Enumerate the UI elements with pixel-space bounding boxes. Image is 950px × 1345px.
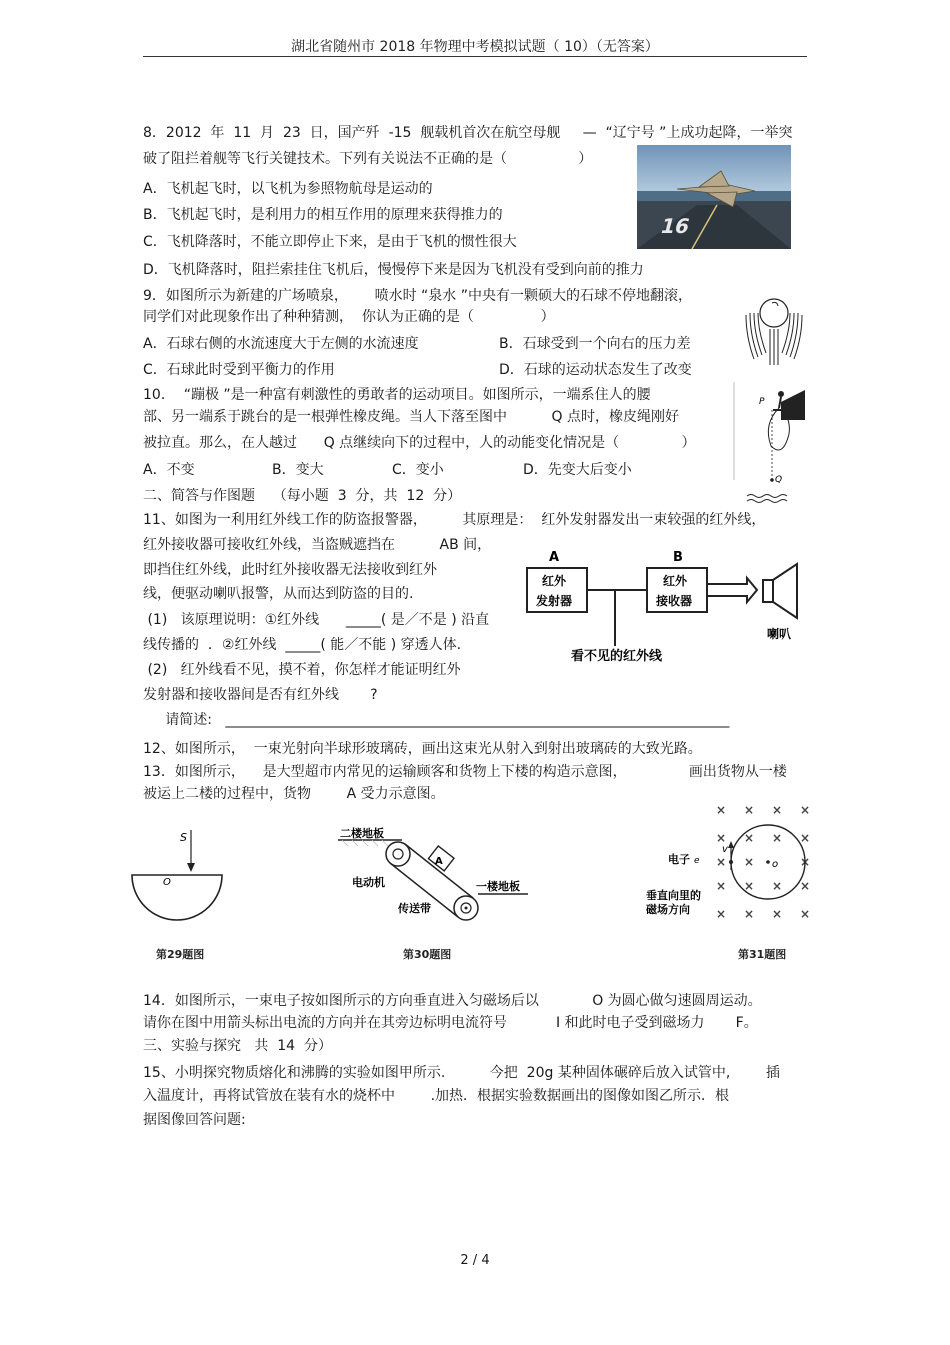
section-3-heading: 三、实验与探究 共 14 分） xyxy=(143,1038,332,1054)
q8-line2: 破了阻拦着舰等飞行关键技术。下列有关说法不正确的是（ ） xyxy=(143,151,593,167)
q8-carrier-photo xyxy=(637,145,791,249)
q11-line7: (2) 红外线看不见，摸不着，你怎样才能证明红外 xyxy=(143,662,461,678)
q11-line6: 线传播的 ．②红外线 _____( 能／不能 ) 穿透人体. xyxy=(143,637,462,653)
svg-text:×: × xyxy=(800,855,811,869)
q11-line8: 发射器和接收器间是否有红外线 ? xyxy=(143,687,378,703)
receiver-label-1: 红外 xyxy=(663,574,688,588)
q9-option-d: D．石球的运动状态发生了改变 xyxy=(499,362,692,378)
q14-line1: 14．如图所示，一束电子按如图所示的方向垂直进入匀磁场后以 O 为圆心做匀速圆周运动。 xyxy=(143,993,762,1009)
svg-text:×: × xyxy=(800,831,811,845)
svg-text:×: × xyxy=(744,907,755,921)
fig30-conveyor xyxy=(338,824,533,924)
q8-line1: 8．2012 年 11 月 23 日，国产歼 -15 舰载机首次在航空母舰 — “辽宁号 ”上成功起降，一举突 xyxy=(143,125,793,141)
invisible-ray-label: 看不见的红外线 xyxy=(571,649,663,664)
label-a: A xyxy=(549,550,560,565)
q11-line1: 11、如图为一利用红外线工作的防盗报警器， 其原理是： 红外发射器发出一束较强的红外线， xyxy=(143,512,766,528)
q13-line1: 13．如图所示， 是大型超市内常见的运输顾客和货物上下楼的构造示意图， 画出货物从一楼 xyxy=(143,764,787,780)
q10-line3: 被拉直。那么，在人越过 Q 点继续向下的过程中，人的动能变化情况是（ ） xyxy=(143,435,696,451)
point-q: Q xyxy=(775,475,783,485)
floor1-label: 一楼地板 xyxy=(476,880,520,893)
speaker-label: 喇叭 xyxy=(767,627,792,641)
q11-line4: 线，便驱动喇叭报警，从而达到防盗的目的. xyxy=(143,586,414,602)
q9-option-c: C．石球此时受到平衡力的作用 xyxy=(143,362,335,378)
svg-text:×: × xyxy=(716,803,727,817)
svg-text:×: × xyxy=(744,803,755,817)
receiver-label-2: 接收器 xyxy=(656,594,693,608)
svg-text:×: × xyxy=(800,907,811,921)
emitter-label-2: 发射器 xyxy=(536,594,573,608)
q15-line2: 入温度计，再将试管放在装有水的烧杯中 .加热．根据实验数据画出的图像如图乙所示．根 xyxy=(143,1088,730,1104)
fig31-caption: 第31题图 xyxy=(738,948,787,961)
svg-text:×: × xyxy=(772,879,783,893)
svg-text:×: × xyxy=(716,907,727,921)
q10-option-d: D．先变大后变小 xyxy=(523,462,632,478)
q14-line2: 请你在图中用箭头标出电流的方向并在其旁边标明电流符号 I 和此时电子受到磁场力 F。 xyxy=(143,1015,758,1031)
q8-option-c: C．飞机降落时，不能立即停止下来，是由于飞机的惯性很大 xyxy=(143,234,517,250)
q10-option-b: B．变大 xyxy=(272,462,324,478)
center-o-label: o xyxy=(772,859,779,870)
electron-label: 电子 xyxy=(668,853,690,866)
q11-line9: 请简述: ________________________________________________________________________ xyxy=(143,712,730,728)
belt-label: 传送带 xyxy=(398,902,431,915)
q15-line3: 据图像回答问题: xyxy=(143,1112,246,1128)
fig29-caption: 第29题图 xyxy=(156,948,205,961)
motor-label: 电动机 xyxy=(352,876,385,889)
q9-option-b: B．石球受到一个向右的压力差 xyxy=(499,336,691,352)
field-label-2: 磁场方向 xyxy=(646,903,690,916)
q10-option-c: C．变小 xyxy=(392,462,444,478)
fig30-caption: 第30题图 xyxy=(403,948,452,961)
q9-fountain-figure xyxy=(744,293,804,373)
q10-option-a: A．不变 xyxy=(143,462,195,478)
deck-number: 16 xyxy=(658,214,693,238)
svg-text:×: × xyxy=(716,879,727,893)
point-p: P xyxy=(759,397,765,407)
svg-text:×: × xyxy=(744,879,755,893)
svg-text:×: × xyxy=(716,855,727,869)
label-b: B xyxy=(673,550,683,565)
page-number: 2 / 4 xyxy=(460,1253,490,1268)
q11-line5: (1) 该原理说明：①红外线 _____( 是／不是 ) 沿直 xyxy=(143,612,490,628)
q10-line1: 10． “蹦极 ”是一种富有刺激性的勇敢者的运动项目。如图所示，一端系住人的腰 xyxy=(143,387,651,403)
ray-s-label: S xyxy=(180,831,187,844)
q8-option-d: D．飞机降落时，阻拦索挂住飞机后，慢慢停下来是因为飞机没有受到向前的推力 xyxy=(143,262,644,278)
velocity-v-label: v xyxy=(722,844,728,855)
svg-text:×: × xyxy=(800,803,811,817)
svg-text:×: × xyxy=(772,831,783,845)
q11-line3: 即挡住红外线，此时红外接收器无法接收到红外 xyxy=(143,562,437,578)
svg-text:×: × xyxy=(772,803,783,817)
svg-text:×: × xyxy=(800,879,811,893)
q15-line1: 15、小明探究物质熔化和沸腾的实验如图甲所示. 今把 20g 某种固体碾碎后放入试管中, 插 xyxy=(143,1065,780,1081)
svg-text:×: × xyxy=(744,831,755,845)
q10-bungee-figure xyxy=(733,380,808,505)
box-a-label: A xyxy=(435,856,443,867)
field-label-1: 垂直向里的 xyxy=(646,889,701,902)
q10-line2: 部、另一端系于跳台的是一根弹性橡皮绳。当人下落至图中 Q 点时，橡皮绳刚好 xyxy=(143,409,679,425)
svg-text:×: × xyxy=(772,907,783,921)
fig29-hemisphere xyxy=(128,825,228,925)
q9-option-a: A．石球右侧的水流速度大于左侧的水流速度 xyxy=(143,336,419,352)
fig31-magnetic-field xyxy=(640,800,820,925)
q11-line2: 红外接收器可接收红外线，当盗贼遮挡在 AB 间， xyxy=(143,537,492,553)
header-rule xyxy=(143,56,807,57)
q11-alarm-diagram xyxy=(525,546,810,671)
floor2-label: 二楼地板 xyxy=(340,827,384,840)
q8-option-a: A．飞机起飞时，以飞机为参照物航母是运动的 xyxy=(143,181,433,197)
q9-line2: 同学们对此现象作出了种种猜测， 你认为正确的是（ ） xyxy=(143,309,555,325)
electron-e-label: e xyxy=(694,856,700,866)
emitter-label-1: 红外 xyxy=(542,574,567,588)
svg-text:×: × xyxy=(744,855,755,869)
section-2-heading: 二、简答与作图题 （每小题 3 分，共 12 分） xyxy=(143,488,462,504)
q13-line2: 被运上二楼的过程中，货物 A 受力示意图。 xyxy=(143,786,445,802)
page-header: 湖北省随州市 2018 年物理中考模拟试题（ 10）（无答案） xyxy=(291,39,659,55)
center-o-label: O xyxy=(163,877,171,888)
q9-line1: 9．如图所示为新建的广场喷泉， 喷水时 “泉水 ”中央有一颗硕大的石球不停地翻滚， xyxy=(143,288,693,304)
svg-text:×: × xyxy=(716,831,727,845)
q12-line1: 12、如图所示， 一束光射向半球形玻璃砖，画出这束光从射入到射出玻璃砖的大致光路。 xyxy=(143,741,702,757)
q8-option-b: B．飞机起飞时，是利用力的相互作用的原理来获得推力的 xyxy=(143,207,503,223)
